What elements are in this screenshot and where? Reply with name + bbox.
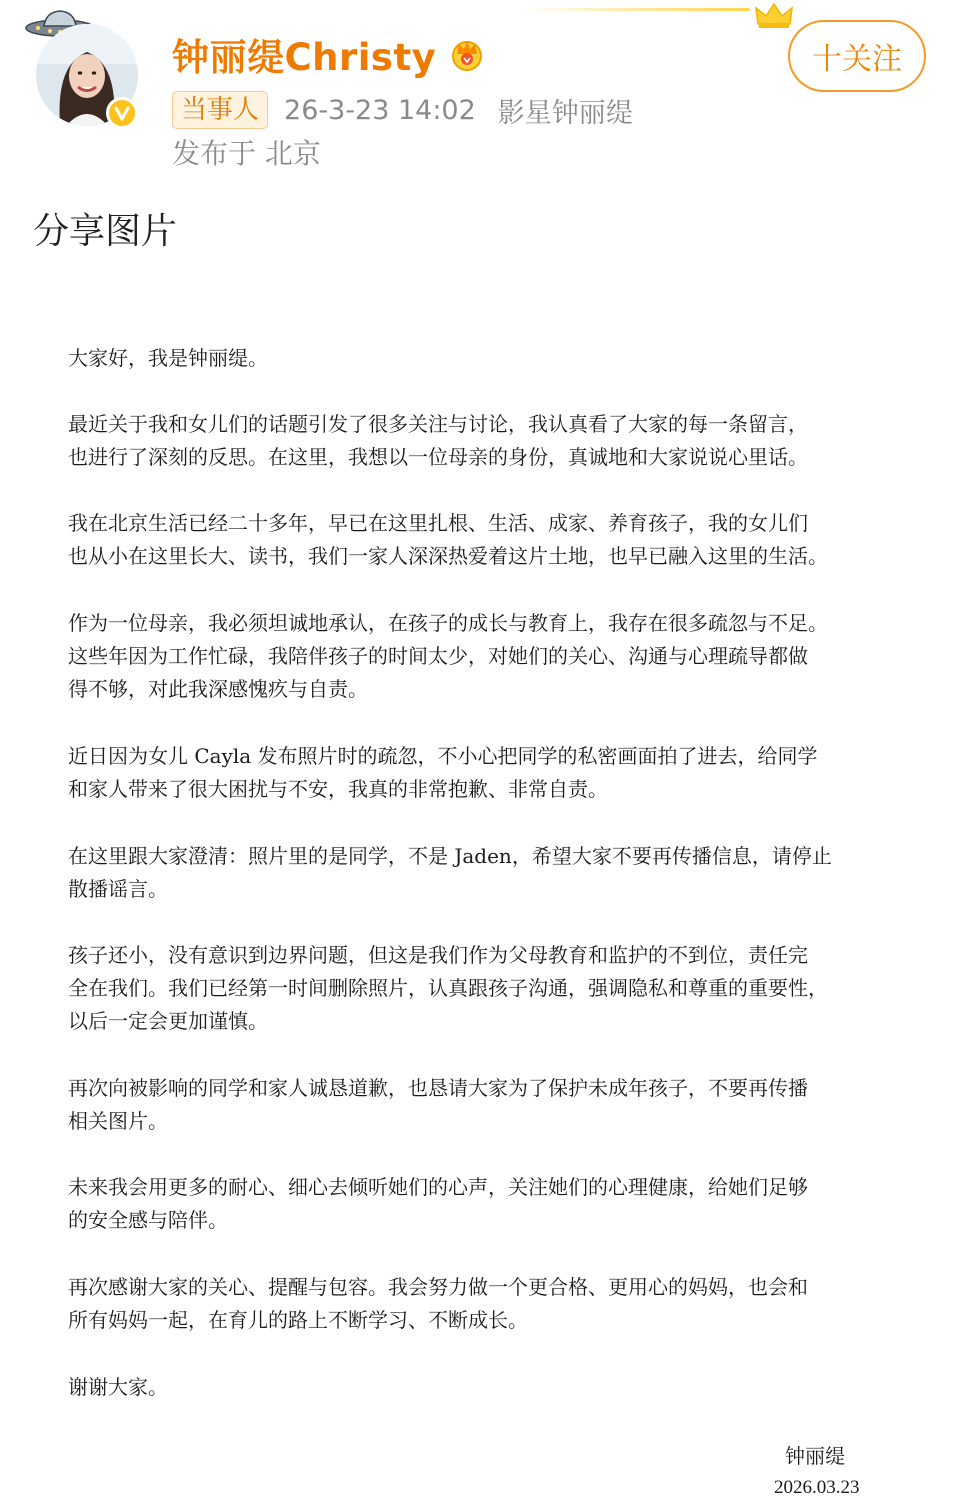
username-row	[172, 28, 486, 80]
letter-line: 散播谣言。	[68, 877, 168, 901]
letter-paragraph	[68, 840, 832, 906]
letter-line: 也进行了深刻的反思。在这里，我想以一位母亲的身份，真诚地和大家说说心里话。	[68, 445, 808, 469]
letter-line: 我在北京生活已经二十多年，早已在这里扎根、生活、成家、养育孩子，我的女儿们	[68, 511, 808, 535]
letter-signature: 钟丽缇	[785, 1444, 845, 1468]
follow-button[interactable]: 十关注	[788, 20, 926, 92]
letter-line: 作为一位母亲，我必须坦诚地承认，在孩子的成长与教育上，我存在很多疏忽与不足。	[68, 611, 828, 635]
letter-paragraph	[68, 740, 818, 806]
verified-badge-icon	[106, 97, 138, 129]
vip-crown-icon[interactable]	[448, 36, 486, 72]
post-meta	[172, 90, 633, 130]
post-timestamp: 26-3-23 14:02	[284, 94, 476, 126]
letter-line: 也从小在这里长大、读书，我们一家人深深热爱着这片土地，也早已融入这里的生活。	[68, 544, 828, 568]
letter-line: 最近关于我和女儿们的话题引发了很多关注与讨论，我认真看了大家的每一条留言，	[68, 412, 808, 436]
letter-line: 再次感谢大家的关心、提醒与包容。我会努力做一个更合格、更用心的妈妈，也会和	[68, 1275, 808, 1299]
letter-paragraph	[68, 1171, 808, 1237]
letter-line: 这些年因为工作忙碌，我陪伴孩子的时间太少，对她们的关心、沟通与心理疏导都做	[68, 644, 808, 668]
letter-line: 得不够，对此我深感愧疚与自责。	[68, 677, 368, 701]
header-decoration-line	[520, 8, 750, 11]
letter-line: 未来我会用更多的耐心、细心去倾听她们的心声，关注她们的心理健康，给她们足够	[68, 1175, 808, 1199]
letter-line: 和家人带来了很大困扰与不安，我真的非常抱歉、非常自责。	[68, 777, 608, 801]
letter-paragraph	[68, 342, 268, 375]
letter-line: 以后一定会更加谨慎。	[68, 1009, 268, 1033]
letter-paragraph	[68, 607, 828, 706]
letter-paragraph	[68, 507, 828, 573]
post-source: 影星钟丽缇	[497, 97, 633, 129]
letter-paragraph	[68, 1271, 808, 1337]
letter-line: 在这里跟大家澄清：照片里的是同学，不是 Jaden，希望大家不要再传播信息，请停止	[68, 844, 832, 868]
letter-line: 近日因为女儿 Cayla 发布照片时的疏忽，不小心把同学的私密画面拍了进去，给同学	[68, 744, 818, 768]
letter-line: 相关图片。	[68, 1109, 168, 1133]
letter-paragraph	[68, 939, 828, 1038]
letter-line: 所有妈妈一起，在育儿的路上不断学习、不断成长。	[68, 1308, 528, 1332]
letter-image[interactable]	[0, 300, 960, 1510]
post-location: 发布于 北京	[172, 137, 321, 170]
letter-paragraph	[68, 1371, 168, 1404]
post-header	[0, 0, 960, 190]
role-tag: 当事人	[172, 91, 268, 129]
post-text: 分享图片	[33, 211, 178, 252]
letter-line: 的安全感与陪伴。	[68, 1208, 228, 1232]
letter-date: 2026.03.23	[774, 1477, 860, 1498]
letter-line: 全在我们。我们已经第一时间删除照片，认真跟孩子沟通，强调隐私和尊重的重要性，	[68, 976, 828, 1000]
letter-paragraph	[68, 1072, 808, 1138]
letter-line: 大家好，我是钟丽缇。	[68, 346, 268, 370]
letter-line: 再次向被影响的同学和家人诚恳道歉，也恳请大家为了保护未成年孩子，不要再传播	[68, 1076, 808, 1100]
letter-line: 孩子还小，没有意识到边界问题，但这是我们作为父母教育和监护的不到位，责任完	[68, 943, 808, 967]
letter-line: 谢谢大家。	[68, 1375, 168, 1399]
letter-paragraph	[68, 408, 808, 474]
username[interactable]: 钟丽缇Christy	[172, 36, 437, 79]
decoration-crown-icon	[752, 0, 796, 30]
